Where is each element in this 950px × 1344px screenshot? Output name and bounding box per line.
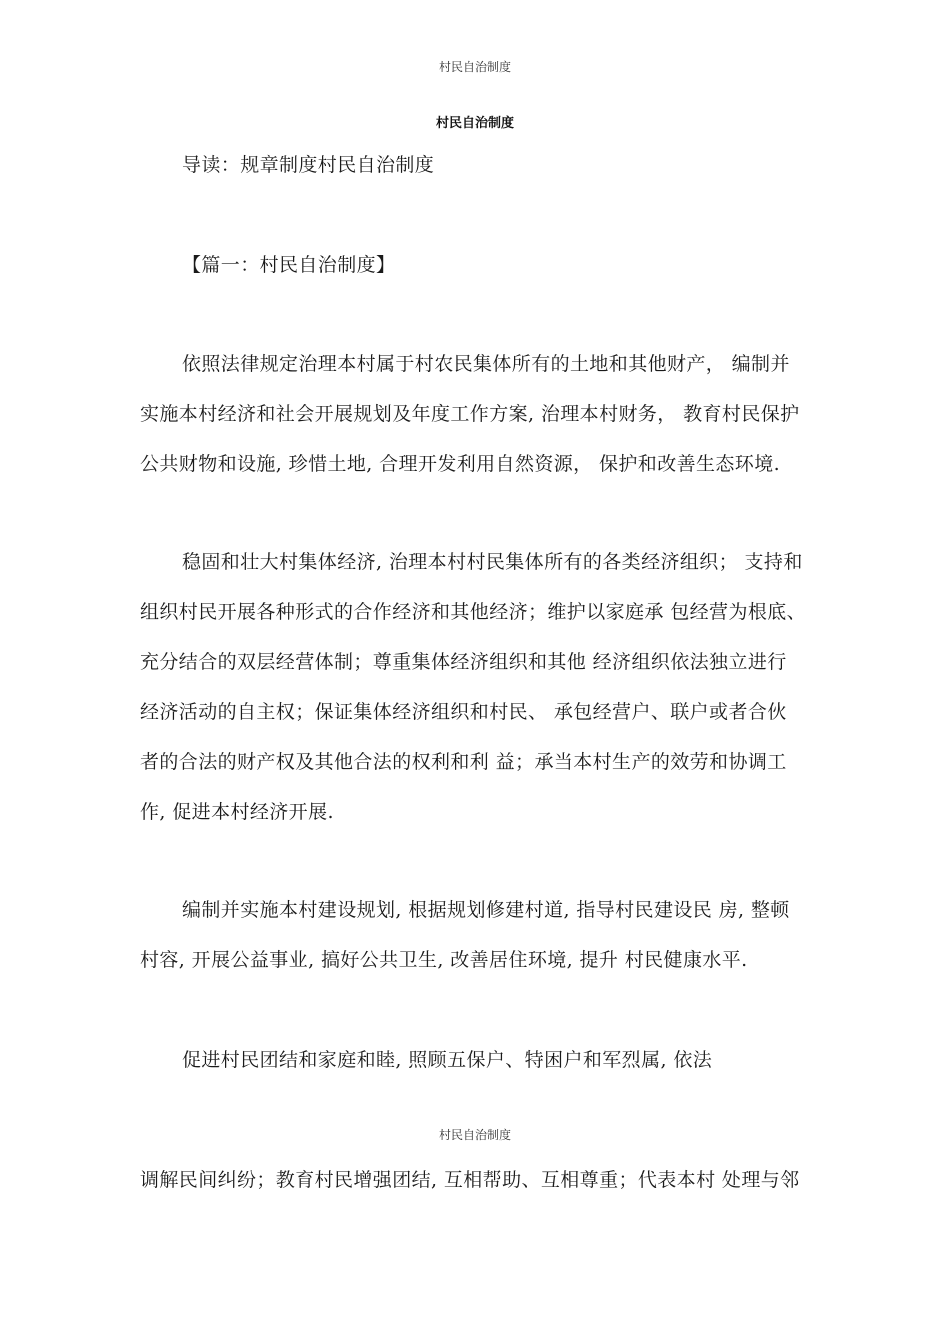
- paragraph-line: 实施本村经济和社会开展规划及年度工作方案, 治理本村财务， 教育村民保护: [140, 403, 800, 425]
- paragraph-line: 调解民间纠纷；教育村民增强团结, 互相帮助、互相尊重；代表本村 处理与邻: [140, 1169, 800, 1191]
- paragraph-line: 经济活动的自主权；保证集体经济组织和村民、 承包经营户、联户或者合伙: [140, 701, 787, 723]
- paragraph-line: 充分结合的双层经营体制；尊重集体经济组织和其他 经济组织依法独立进行: [140, 651, 787, 673]
- paragraph-line: 依照法律规定治理本村属于村农民集体所有的土地和其他财产， 编制并: [182, 353, 790, 375]
- paragraph-1: [140, 339, 830, 489]
- paragraph-line: 稳固和壮大村集体经济, 治理本村村民集体所有的各类经济组织； 支持和: [182, 551, 803, 573]
- paragraph-2: [140, 537, 830, 837]
- section-heading-text: 【篇一：村民自治制度】: [182, 254, 396, 276]
- paragraph-line: 村容, 开展公益事业, 搞好公共卫生, 改善居住环境, 提升 村民健康水平.: [140, 949, 748, 971]
- paragraph-5: [140, 1155, 830, 1205]
- document-title: 村民自治制度: [435, 116, 514, 131]
- paragraph-line: 促进村民团结和家庭和睦, 照顾五保户、特困户和军烈属, 依法: [182, 1049, 713, 1071]
- paragraph-3: [140, 885, 830, 985]
- paragraph-line: 者的合法的财产权及其他合法的权利和利 益；承当本村生产的效劳和协调工: [140, 751, 787, 773]
- paragraph-line: 公共财物和设施, 珍惜土地, 合理开发利用自然资源， 保护和改善生态环境.: [140, 453, 781, 475]
- paragraph-line: 作, 促进本村经济开展.: [140, 801, 334, 823]
- paragraph-line: 编制并实施本村建设规划, 根据规划修建村道, 指导村民建设民 房, 整顿: [182, 899, 790, 921]
- intro-line: [140, 140, 830, 190]
- intro-text: 导读：规章制度村民自治制度: [182, 154, 435, 176]
- page-header-next: 村民自治制度: [438, 1128, 511, 1142]
- paragraph-4: [140, 1035, 830, 1085]
- paragraph-line: 组织村民开展各种形式的合作经济和其他经济；维护以家庭承 包经营为根底、: [140, 601, 807, 623]
- section-heading: [140, 240, 830, 290]
- page-header-top: 村民自治制度: [438, 60, 511, 74]
